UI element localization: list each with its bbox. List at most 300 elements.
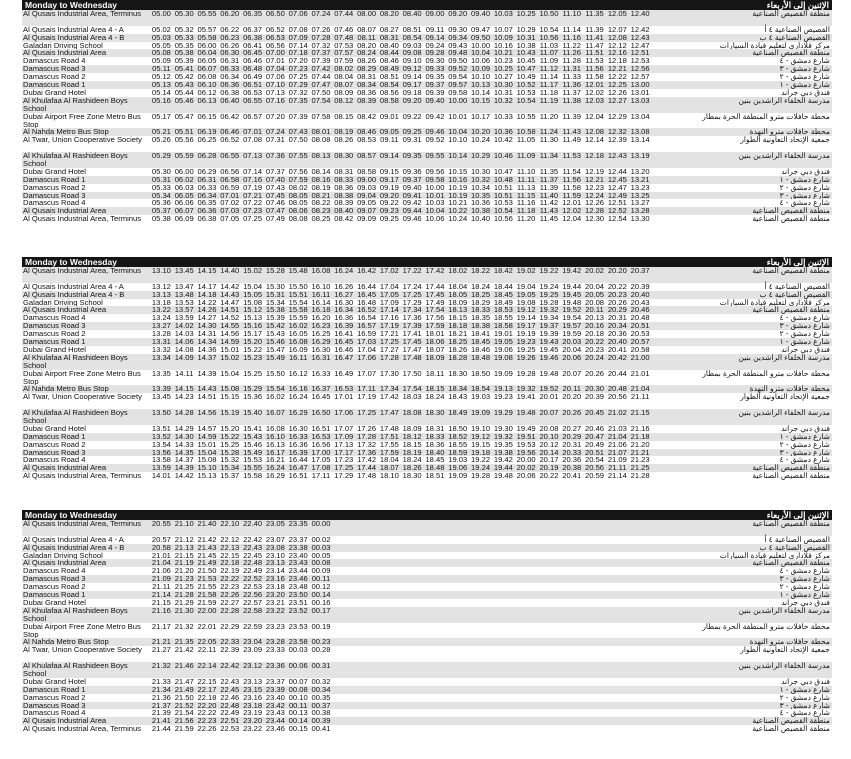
departure-time: 11.09 [539, 56, 559, 66]
departure-time: 21.04 [630, 384, 650, 394]
departure-time: 19.48 [562, 297, 582, 307]
departure-time: 16.07 [265, 408, 285, 418]
departure-time: 18.38 [471, 321, 491, 331]
stop-name-en: Al Qusais Industrial Area, Terminus [23, 9, 142, 18]
departure-time: 15.48 [288, 266, 308, 275]
departure-time: 13.47 [174, 281, 194, 291]
departure-time: 18.05 [448, 289, 468, 299]
departure-time: 12.44 [607, 166, 627, 176]
departure-time: 22.48 [220, 700, 240, 710]
stop-name-en: Damascus Road 2 [23, 182, 86, 192]
departure-time: 11.18 [516, 206, 536, 216]
departure-time: 18.50 [448, 423, 468, 433]
departure-time: 10.06 [425, 214, 445, 224]
departure-time: 21.32 [174, 621, 194, 631]
departure-time: 15.54 [288, 297, 308, 307]
departure-time: 13.48 [174, 289, 194, 299]
departure-time: 15.05 [243, 289, 263, 299]
departure-time: 06.33 [220, 64, 240, 74]
stop-name-ar: القصيص الصناعية ٤ أ [764, 24, 830, 34]
departure-time: 06.49 [243, 72, 263, 82]
departure-time: 16.25 [311, 329, 331, 339]
departure-time: 10.52 [516, 80, 536, 90]
section-header-en: Monday to Wednesday [25, 0, 117, 10]
departure-time: 20.56 [607, 392, 627, 402]
departure-time: 10.09 [493, 32, 513, 42]
stop-name-en: Galadari Driving School [23, 297, 103, 307]
departure-time: 12.47 [607, 182, 627, 192]
departure-time: 08.09 [334, 87, 354, 97]
departure-time: 12.08 [607, 32, 627, 42]
departure-time: 05.03 [151, 32, 171, 42]
departure-time: 09.41 [402, 190, 422, 200]
departure-time: 06.56 [265, 40, 285, 50]
departure-time: 21.36 [151, 692, 171, 702]
departure-time: 08.42 [334, 214, 354, 224]
departure-time: 16.44 [357, 281, 377, 291]
departure-time: 16.11 [311, 289, 331, 299]
departure-time: 08.42 [357, 111, 377, 121]
departure-time: 10.19 [448, 190, 468, 200]
departure-time: 12.49 [607, 190, 627, 200]
departure-time: 08.23 [311, 206, 331, 216]
departure-time: 12.27 [607, 95, 627, 105]
departure-time: 20.08 [585, 297, 605, 307]
stop-row [22, 638, 832, 646]
departure-time: 07.59 [334, 56, 354, 66]
departure-time: 13.22 [151, 305, 171, 315]
departure-time: 23.23 [265, 621, 285, 631]
departure-time: 16.30 [334, 297, 354, 307]
departure-time: 22.12 [220, 534, 240, 544]
departure-time: 16.16 [288, 384, 308, 394]
departure-time: 10.14 [471, 87, 491, 97]
departure-time: 13.27 [630, 198, 650, 208]
departure-time: 13.01 [630, 87, 650, 97]
departure-time: 07.36 [265, 151, 285, 161]
departure-time: 22.17 [197, 684, 217, 694]
departure-time: 06.22 [220, 24, 240, 34]
departure-time: 16.41 [334, 329, 354, 339]
departure-time: 11.49 [562, 135, 581, 145]
departure-time: 12.52 [607, 206, 627, 216]
stop-name-ar: شارع دمشق - ٢ [779, 182, 830, 192]
stop-name-en: Al Qusais Industrial Area [23, 716, 107, 726]
departure-time: 18.18 [448, 321, 468, 331]
stop-name-en: Dubai Grand Hotel [23, 87, 86, 97]
departure-time: 07.19 [243, 182, 263, 192]
departure-time: 09.56 [425, 166, 445, 176]
stop-times [150, 136, 652, 144]
departure-time: 19.28 [516, 368, 536, 378]
departure-time: 20.49 [585, 439, 605, 449]
departure-time: 20.39 [630, 281, 650, 291]
departure-time: 21.35 [174, 637, 194, 647]
departure-time: 07.00 [265, 48, 285, 58]
departure-time: 17.42 [357, 455, 377, 465]
departure-time: 19.14 [516, 313, 536, 323]
departure-time: 09.40 [471, 9, 491, 18]
departure-time: 13.04 [630, 111, 650, 121]
departure-time: 19.29 [493, 408, 513, 418]
departure-time: 07.03 [220, 206, 240, 216]
departure-time: 07.57 [334, 48, 354, 58]
departure-time: 22.43 [243, 542, 263, 552]
departure-time: 15.04 [197, 447, 217, 457]
stop-times [150, 646, 332, 654]
departure-time: 06.57 [243, 111, 263, 121]
stop-name-en: Dubai Airport Free Zone Metro Bus Stop [23, 111, 141, 129]
departure-time: 09.37 [425, 80, 445, 90]
departure-time: 07.47 [311, 80, 331, 90]
departure-time: 06.48 [243, 64, 263, 74]
departure-time: 17.48 [402, 352, 422, 362]
departure-time: 08.25 [311, 214, 331, 224]
departure-time: 12.01 [585, 80, 605, 90]
departure-time: 18.25 [471, 289, 491, 299]
departure-time: 08.27 [379, 24, 399, 34]
departure-time: 17.42 [379, 392, 399, 402]
departure-time: 16.20 [311, 313, 331, 323]
departure-time: 17.26 [357, 423, 377, 433]
departure-time: 13.56 [151, 447, 171, 457]
departure-time: 14.15 [197, 266, 217, 275]
departure-time: 15.34 [265, 297, 285, 307]
departure-time: 09.11 [380, 135, 399, 145]
departure-time: 14.51 [197, 392, 217, 402]
stop-times [150, 393, 652, 401]
departure-time: 17.06 [357, 352, 377, 362]
departure-time: 00.19 [311, 621, 331, 631]
departure-time: 10.20 [471, 127, 491, 137]
departure-time: 14.09 [174, 352, 194, 362]
departure-time: 12.43 [630, 32, 650, 42]
departure-time: 12.23 [585, 182, 605, 192]
departure-time: 23.44 [288, 566, 308, 576]
departure-time: 10.16 [493, 40, 513, 50]
departure-time: 21.37 [151, 700, 171, 710]
departure-time: 20.34 [607, 321, 627, 331]
departure-time: 21.43 [197, 542, 217, 552]
departure-time: 18.50 [471, 368, 491, 378]
departure-time: 14.42 [220, 281, 240, 291]
departure-time: 10.56 [493, 214, 513, 224]
departure-time: 08.22 [311, 198, 331, 208]
stop-times [150, 152, 652, 160]
departure-time: 10.15 [471, 95, 491, 105]
departure-time: 07.01 [220, 190, 240, 200]
departure-time: 11.33 [562, 72, 581, 82]
departure-time: 15.12 [243, 305, 263, 315]
stop-name-ar: منطقة القصيص الصناعية [752, 558, 830, 568]
departure-time: 18.26 [402, 463, 422, 473]
stop-times [150, 267, 652, 275]
timetable-section [22, 510, 832, 741]
departure-time: 17.54 [425, 305, 445, 315]
departure-time: 18.45 [493, 289, 513, 299]
departure-time: 19.32 [493, 431, 513, 441]
departure-time: 18.13 [448, 305, 468, 315]
departure-time: 07.54 [311, 95, 331, 105]
departure-time: 23.20 [243, 716, 263, 726]
departure-time: 17.47 [379, 408, 399, 418]
stop-name-ar: فندق دبي جراند [781, 87, 830, 97]
departure-time: 22.49 [243, 566, 263, 576]
departure-time: 07.47 [265, 206, 285, 216]
departure-time: 16.29 [311, 337, 331, 347]
departure-time: 10.13 [471, 80, 491, 90]
stop-name-en: Galadari Driving School [23, 550, 103, 560]
departure-time: 20.19 [539, 463, 559, 473]
departure-time: 22.58 [243, 605, 263, 615]
departure-time: 10.27 [493, 72, 513, 82]
departure-time: 17.04 [357, 344, 377, 354]
departure-time: 21.18 [630, 431, 650, 441]
stop-row [22, 536, 832, 544]
stop-row [22, 646, 832, 662]
departure-time: 15.32 [220, 455, 240, 465]
stop-name-ar: منطقة القصيص الصناعية [752, 206, 830, 216]
stop-name-en: Al Khulafaa Al Rashideen Boys School [23, 661, 128, 678]
departure-time: 08.20 [357, 40, 377, 50]
departure-time: 10.15 [448, 166, 468, 176]
departure-time: 18.09 [425, 352, 445, 362]
departure-time: 13.18 [151, 297, 171, 307]
stop-name-ar: شارع دمشق - ١ [779, 684, 830, 694]
stop-row [22, 215, 832, 231]
stop-row [22, 591, 832, 599]
departure-time: 16.44 [288, 455, 308, 465]
departure-time: 07.13 [265, 87, 285, 97]
stop-name-en: Damascus Road 1 [23, 80, 86, 90]
departure-time: 13.08 [630, 127, 650, 137]
departure-time: 11.45 [539, 214, 559, 224]
departure-time: 21.02 [607, 408, 627, 418]
departure-time: 15.19 [220, 408, 240, 418]
departure-time: 21.14 [607, 471, 627, 481]
departure-time: 21.29 [174, 597, 194, 607]
departure-time: 19.56 [516, 447, 536, 457]
stop-times [150, 354, 652, 362]
departure-time: 19.43 [539, 337, 559, 347]
departure-time: 17.00 [311, 447, 331, 457]
departure-time: 23.51 [288, 597, 308, 607]
departure-time: 19.15 [471, 439, 491, 449]
departure-time: 10.00 [448, 95, 468, 105]
departure-time: 09.00 [357, 174, 377, 184]
departure-time: 16.21 [265, 455, 285, 465]
departure-time: 06.05 [197, 56, 217, 66]
departure-time: 10.00 [425, 182, 445, 192]
departure-time: 09.01 [379, 111, 399, 121]
stop-name-ar: محطة حافلات مترو المنطقة الحرة بمطار [702, 368, 830, 378]
departure-time: 00.08 [288, 684, 308, 694]
departure-time: 20.30 [585, 384, 605, 394]
departure-time: 16.27 [334, 289, 354, 299]
stop-name-ar: منطقة القصيص الصناعية [752, 9, 830, 18]
departure-time: 19.46 [539, 352, 559, 362]
departure-time: 13.28 [630, 206, 650, 216]
departure-time: 15.55 [243, 463, 263, 473]
departure-time: 13.00 [630, 80, 650, 90]
departure-time: 06.30 [220, 48, 240, 58]
departure-time: 14.51 [220, 305, 240, 315]
departure-time: 09.18 [402, 87, 422, 97]
departure-time: 10.25 [516, 9, 536, 18]
departure-time: 20.57 [151, 534, 171, 544]
departure-time: 05.35 [174, 40, 194, 50]
departure-time: 14.30 [197, 321, 217, 331]
departure-time: 16.08 [311, 266, 331, 275]
departure-time: 17.59 [425, 321, 445, 331]
departure-time: 12.43 [607, 151, 627, 161]
departure-time: 09.58 [448, 87, 468, 97]
departure-time: 21.11 [630, 392, 650, 402]
departure-time: 12.54 [607, 214, 627, 224]
departure-time: 18.30 [425, 408, 445, 418]
departure-time: 14.18 [197, 289, 217, 299]
departure-time: 08.24 [357, 48, 377, 58]
departure-time: 06.33 [197, 182, 217, 192]
departure-time: 10.54 [493, 206, 513, 216]
departure-time: 09.30 [425, 56, 445, 66]
departure-time: 23.39 [265, 684, 285, 694]
departure-time: 06.02 [174, 174, 194, 184]
departure-time: 17.09 [334, 431, 354, 441]
departure-time: 16.14 [311, 297, 331, 307]
departure-time: 11.51 [585, 48, 604, 58]
departure-time: 08.04 [334, 72, 354, 82]
departure-time: 08.11 [357, 32, 376, 42]
departure-time: 05.12 [151, 72, 171, 82]
stop-name-ar: شارع دمشق - ٢ [779, 439, 830, 449]
departure-time: 14.47 [220, 297, 240, 307]
departure-time: 20.37 [630, 266, 650, 275]
departure-time: 09.52 [448, 64, 468, 74]
stop-name-ar: منطقة القصيص الصناعية [752, 463, 830, 473]
departure-time: 23.43 [265, 708, 285, 718]
departure-time: 09.20 [448, 9, 468, 18]
departure-time: 11.31 [562, 64, 581, 74]
departure-time: 20.26 [585, 368, 605, 378]
departure-time: 20.38 [562, 463, 582, 473]
departure-time: 16.45 [357, 289, 377, 299]
departure-time: 18.28 [448, 352, 468, 362]
departure-time: 06.42 [220, 111, 240, 121]
departure-time: 07.58 [311, 111, 331, 121]
departure-time: 08.05 [288, 198, 308, 208]
stop-row [22, 409, 832, 425]
departure-time: 21.11 [152, 582, 171, 592]
departure-time: 20.51 [585, 447, 605, 457]
departure-time: 19.03 [448, 455, 468, 465]
departure-time: 05.29 [151, 151, 171, 161]
departure-time: 16.09 [288, 344, 308, 354]
departure-time: 07.29 [288, 80, 308, 90]
departure-time: 05.21 [151, 127, 171, 137]
departure-time: 15.49 [265, 352, 285, 362]
departure-time: 05.30 [151, 166, 171, 176]
departure-time: 21.21 [151, 637, 171, 647]
departure-time: 12.14 [585, 135, 605, 145]
departure-time: 10.01 [448, 111, 468, 121]
departure-time: 05.41 [174, 64, 194, 74]
departure-time: 14.43 [197, 384, 217, 394]
stop-name-en: Damascus Road 4 [23, 708, 86, 718]
departure-time: 18.54 [471, 384, 491, 394]
departure-time: 17.25 [402, 289, 422, 299]
departure-time: 16.33 [288, 431, 308, 441]
departure-time: 16.57 [357, 321, 377, 331]
stop-row [22, 694, 832, 702]
departure-time: 07.16 [243, 174, 263, 184]
stop-name-ar: شارع دمشق - ٤ [779, 313, 830, 323]
departure-time: 19.28 [539, 297, 559, 307]
departure-time: 11.34 [539, 151, 559, 161]
departure-time: 18.48 [425, 463, 445, 473]
departure-time: 07.26 [311, 24, 331, 34]
stop-row [22, 623, 832, 639]
stop-row [22, 559, 832, 567]
departure-time: 12.08 [585, 127, 605, 137]
departure-time: 10.55 [516, 111, 536, 121]
departure-time: 12.30 [585, 214, 605, 224]
departure-time: 14.55 [220, 321, 240, 331]
departure-time: 20.20 [607, 266, 627, 275]
departure-time: 23.46 [265, 724, 285, 734]
departure-time: 21.06 [607, 439, 627, 449]
departure-time: 12.18 [585, 151, 605, 161]
departure-time: 07.06 [288, 9, 308, 18]
stop-times [150, 370, 652, 378]
departure-time: 00.31 [311, 661, 331, 671]
stop-name-ar: شارع دمشق - ٤ [779, 708, 830, 718]
departure-time: 14.11 [174, 368, 194, 378]
departure-time: 15.01 [197, 439, 217, 449]
departure-time: 08.08 [288, 214, 308, 224]
stop-row [22, 472, 832, 488]
departure-time: 19.26 [516, 352, 536, 362]
departure-time: 16.53 [311, 431, 331, 441]
departure-time: 18.04 [448, 281, 468, 291]
stop-name-ar: فندق دبي جراند [781, 676, 830, 686]
departure-time: 16.02 [265, 392, 285, 402]
stop-times [150, 607, 332, 615]
departure-time: 00.12 [311, 582, 331, 592]
departure-time: 06.52 [220, 135, 240, 145]
departure-time: 17.29 [334, 471, 354, 481]
departure-time: 14.17 [197, 281, 217, 291]
departure-time: 06.09 [174, 214, 194, 224]
stop-name-ar: منطقة القصيص الصناعية [752, 214, 830, 224]
departure-time: 23.36 [265, 661, 285, 671]
departure-time: 12.19 [585, 166, 605, 176]
departure-time: 19.18 [471, 447, 491, 457]
departure-time: 13.24 [151, 313, 171, 323]
departure-time: 21.54 [174, 708, 194, 718]
departure-time: 06.36 [197, 206, 217, 216]
departure-time: 20.03 [562, 337, 582, 347]
departure-time: 15.28 [220, 447, 240, 457]
departure-time: 10.00 [471, 40, 491, 50]
departure-time: 20.40 [630, 289, 650, 299]
departure-time: 07.28 [311, 32, 331, 42]
stop-row [22, 575, 832, 583]
departure-time: 08.31 [379, 32, 399, 42]
departure-time: 20.06 [516, 471, 536, 481]
stop-name-ar: القصيص الصناعية ٤ ب [759, 542, 830, 552]
departure-time: 22.42 [243, 534, 263, 544]
